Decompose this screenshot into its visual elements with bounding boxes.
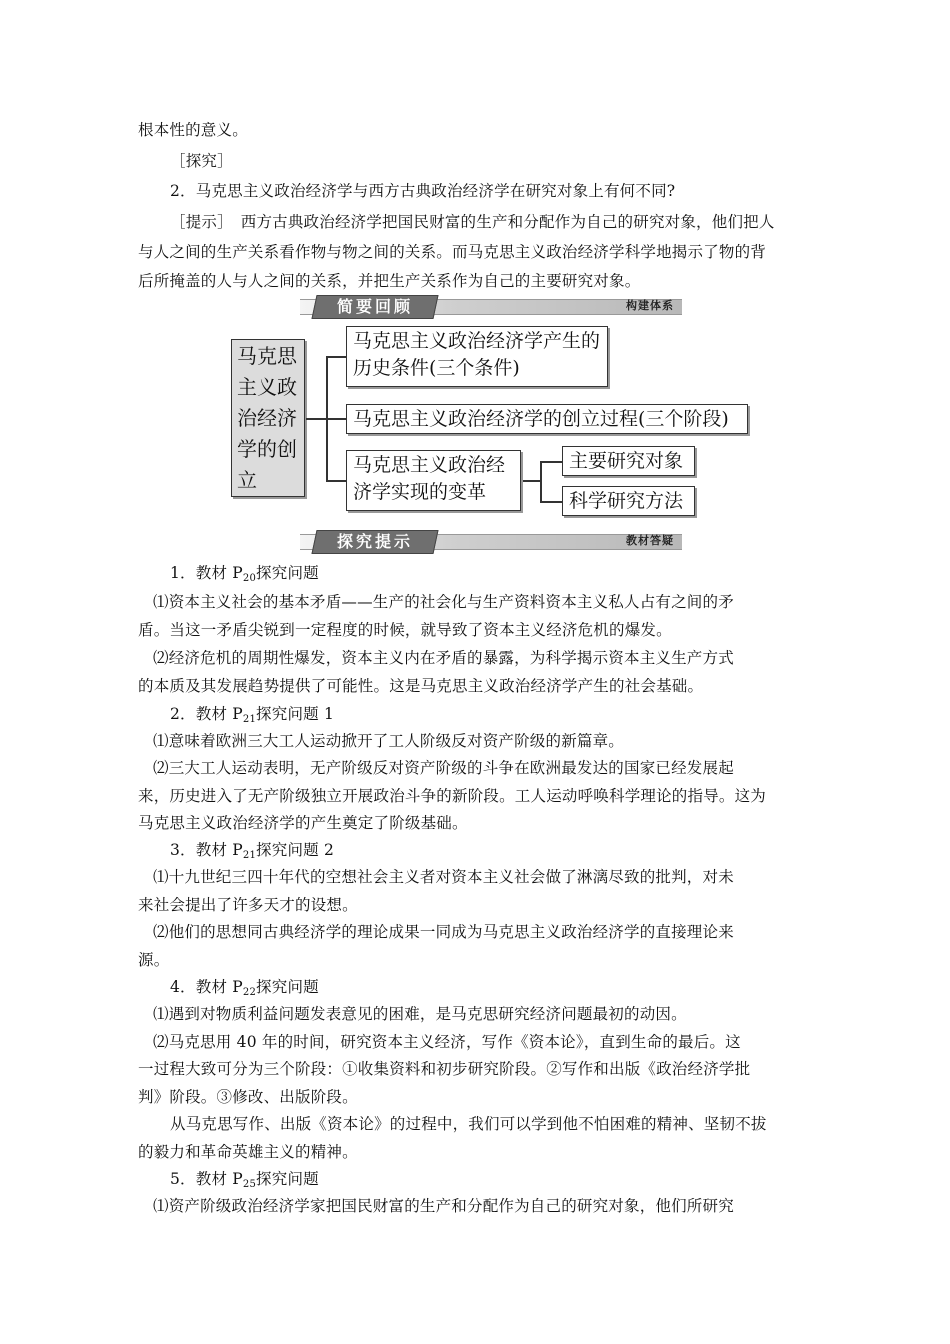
paragraph-line: 的毅力和革命英雄主义的精神。: [138, 1143, 358, 1161]
mindmap-branch-reform: 马克思主义政治经济学实现的变革: [346, 450, 521, 511]
heading-text: 2．教材 P: [170, 705, 243, 723]
paragraph-line: ⑴资产阶级政治经济学家把国民财富的生产和分配作为自己的研究对象，他们所研究: [153, 1197, 734, 1215]
heading-text: 探究问题: [256, 564, 319, 582]
item-heading-2: [170, 704, 850, 724]
item-heading-1: [170, 563, 850, 583]
connector: [540, 461, 542, 501]
connector: [326, 356, 346, 358]
heading-text: 探究问题: [256, 978, 319, 996]
banner-title: 简要回顾: [336, 297, 413, 316]
paragraph-line: ⑴十九世纪三四十年代的空想社会主义者对资本主义社会做了淋漓尽致的批判，对未: [153, 868, 734, 886]
text-line: 根本性的意义。: [138, 121, 248, 139]
connector: [540, 461, 562, 463]
page-subscript: 22: [242, 987, 257, 998]
paragraph-line: 判》阶段。③修改、出版阶段。: [138, 1088, 358, 1106]
paragraph-line: 马克思主义政治经济学的产生奠定了阶级基础。: [138, 814, 468, 832]
paragraph-line: ⑴意味着欧洲三大工人运动掀开了工人阶级反对资产阶级的新篇章。: [153, 732, 625, 750]
mindmap-leaf-method: 科学研究方法: [562, 486, 695, 516]
page-subscript: 25: [242, 1179, 257, 1190]
section-label-tanjiu: ［探究］: [170, 152, 233, 170]
item-heading-4: [170, 977, 850, 997]
heading-text: 3．教材 P: [170, 841, 243, 859]
paragraph-line: 的本质及其发展趋势提供了可能性。这是马克思主义政治经济学产生的社会基础。: [138, 677, 704, 695]
banner-subtitle: 教材答疑: [626, 534, 674, 547]
mindmap-leaf-object: 主要研究对象: [562, 446, 695, 476]
paragraph-line: ⑵马克思用 40 年的时间，研究资本主义经济，写作《资本论》，直到生命的最后。这: [153, 1033, 741, 1051]
mindmap-root: 马克思主义政治经济学的创立: [231, 339, 305, 497]
mindmap-branch-process: 马克思主义政治经济学的创立过程(三个阶段): [346, 404, 748, 434]
section-banner-hints: [300, 530, 682, 552]
paragraph-line: ⑴资本主义社会的基本矛盾——生产的社会化与生产资料资本主义私人占有之间的矛: [153, 593, 734, 611]
heading-text: 1．教材 P: [170, 564, 243, 582]
hint-line: ［提示］ 西方古典政治经济学把国民财富的生产和分配作为自己的研究对象，他们把人: [170, 213, 775, 231]
paragraph-line: ⑵三大工人运动表明，无产阶级反对资产阶级的斗争在欧洲最发达的国家已经发展起: [153, 759, 734, 777]
paragraph-line: 一过程大致可分为三个阶段：①收集资料和初步研究阶段。②写作和出版《政治经济学批: [138, 1060, 751, 1078]
hint-line: 后所掩盖的人与人之间的关系，并把生产关系作为自己的主要研究对象。: [138, 272, 641, 290]
item-heading-3: [170, 840, 850, 860]
heading-text: 5．教材 P: [170, 1170, 243, 1188]
paragraph-line: 来，历史进入了无产阶级独立开展政治斗争的新阶段。工人运动呼唤科学理论的指导。这为: [138, 787, 767, 805]
question-2: 2．马克思主义政治经济学与西方古典政治经济学在研究对象上有何不同?: [170, 182, 676, 200]
banner-title: 探究提示: [336, 532, 413, 551]
paragraph-line: 源。: [138, 951, 170, 969]
connector: [306, 418, 326, 420]
paragraph-line: ⑴遇到对物质利益问题发表意见的困难，是马克思研究经济问题最初的动因。: [153, 1005, 687, 1023]
banner-tab: [311, 295, 438, 319]
paragraph-line: ⑵经济危机的周期性爆发，资本主义内在矛盾的暴露，为科学揭示资本主义生产方式: [153, 649, 734, 667]
page-subscript: 21: [242, 850, 257, 861]
connector: [326, 418, 346, 420]
heading-text: 4．教材 P: [170, 978, 243, 996]
hint-line: 与人之间的生产关系看作物与物之间的关系。而马克思主义政治经济学科学地揭示了物的背: [138, 243, 767, 261]
page-subscript: 20: [242, 573, 257, 584]
connector: [521, 480, 540, 482]
section-banner-review: [300, 295, 682, 317]
mindmap-branch-conditions: 马克思主义政治经济学产生的历史条件(三个条件): [346, 326, 608, 387]
page-subscript: 21: [242, 714, 257, 725]
banner-subtitle: 构建体系: [626, 299, 674, 312]
paragraph-line: 盾。当这一矛盾尖锐到一定程度的时候，就导致了资本主义经济危机的爆发。: [138, 621, 672, 639]
item-heading-5: [170, 1169, 850, 1189]
paragraph-line: 从马克思写作、出版《资本论》的过程中，我们可以学到他不怕困难的精神、坚韧不拔: [170, 1115, 767, 1133]
connector: [540, 501, 562, 503]
banner-tab: [311, 530, 438, 554]
heading-text: 探究问题: [256, 1170, 319, 1188]
paragraph-line: 来社会提出了许多天才的设想。: [138, 896, 358, 914]
connector: [326, 480, 346, 482]
heading-text: 探究问题 2: [256, 841, 335, 859]
heading-text: 探究问题 1: [256, 705, 335, 723]
paragraph-line: ⑵他们的思想同古典经济学的理论成果一同成为马克思主义政治经济学的直接理论来: [153, 923, 734, 941]
